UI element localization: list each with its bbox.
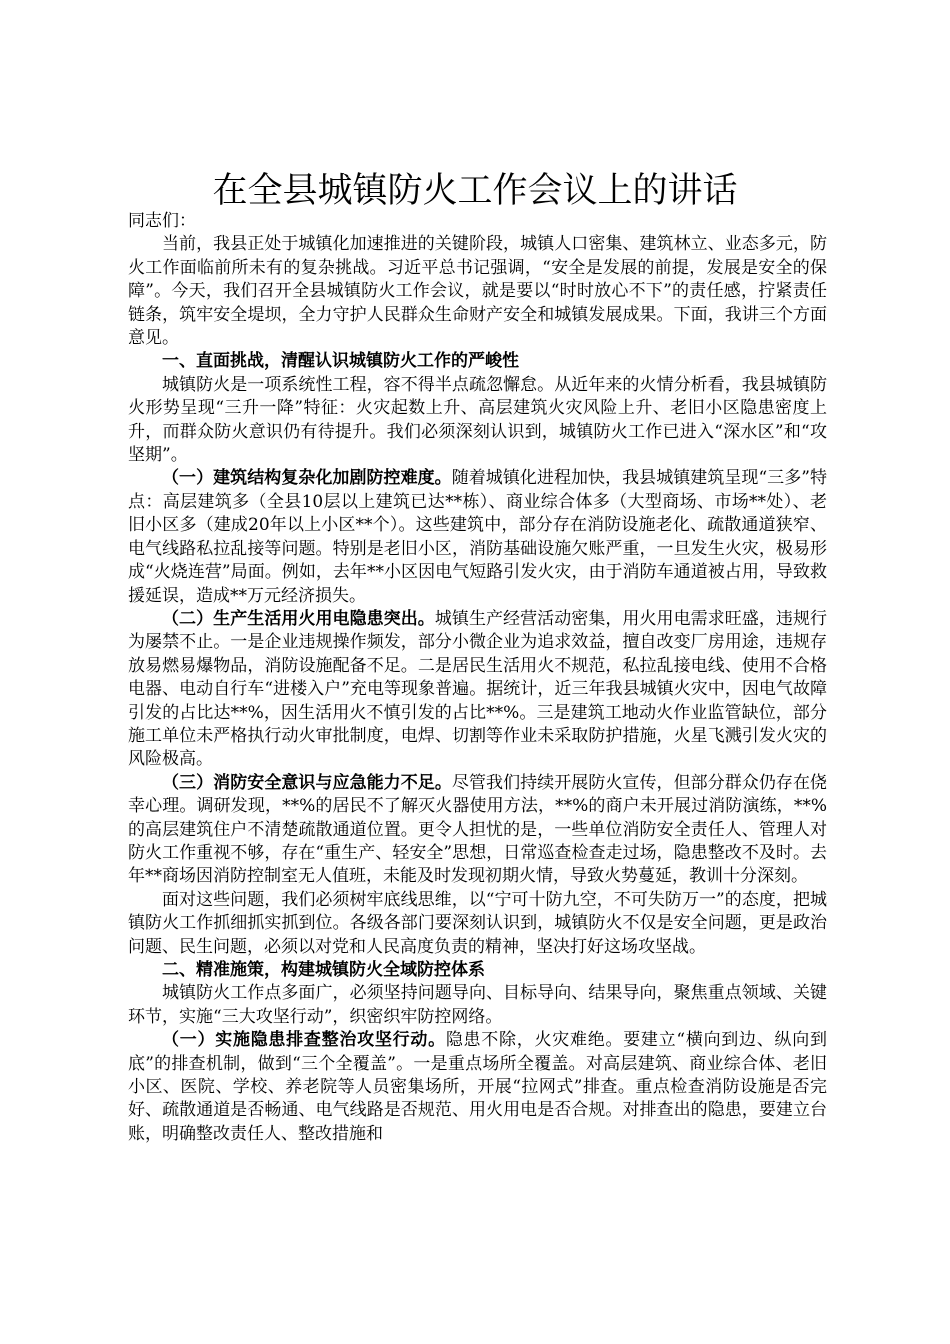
point-text: 城镇生产经营活动密集，用火用电需求旺盛，违规行为屡禁不止。一是企业违规操作频发，部分小微企业为追求效益，擅自改变厂房用途，违规存放易燃易爆物品，消防设施配备不足。二是居民生活用火不规范，私拉乱接电线、使用不合格电器、电动自行车“进楼入户”充电等现象普遍。据统计，近三年我县城镇火灾中，因电气故障引发的占比达**%，因生活用火不慎引发的占比**%。三是建筑工地动火作业监管缺位，部分施工单位未严格执行动火审批制度，电焊、切割等作业未采取防护措施，火星飞溅引发火灾的风险极高。 [128,608,828,770]
salutation: 同志们： [128,211,196,231]
point-text: 随着城镇化进程加快，我县城镇建筑呈现“三多”特点：高层建筑多（全县10层以上建筑已达**栋）、商业综合体多（大型商场、市场**处）、老旧小区多（建成20年以上小区**个）。这些建筑中，部分存在消防设施老化、疏散通道狭窄、电气线路私拉乱接等问题。特别是老旧小区，消防基础设施欠账严重，一旦发生火灾，极易形成“火烧连营”局面。例如，去年**小区因电气短路引发火灾，由于消防车通道被占用，导致救援延误，造成**万元经济损失。 [128,468,827,606]
section-heading-2: 二、精准施策，构建城镇防火全域防控体系 [162,960,485,980]
point-heading: （一）实施隐患排查整治攻坚行动。 [162,1030,446,1051]
point-heading: （三）消防安全意识与应急能力不足。 [162,772,452,793]
point-heading: （二）生产生活用火用电隐患突出。 [162,608,435,629]
section1-point-2 [128,608,827,772]
section1-intro-paragraph: 城镇防火是一项系统性工程，容不得半点疏忽懈怠。从近年来的火情分析看，我县城镇防火形势呈现“三升一降”特征：火灾起数上升、高层建筑火灾风险上升、老旧小区隐患密度上升，而群众防火意识仍有待提升。我们必须深刻认识到，城镇防火工作已进入“深水区”和“攻坚期”。 [128,374,827,466]
section1-point-1 [128,467,827,607]
point-text: 尽管我们持续开展防火宣传，但部分群众仍存在侥幸心理。调研发现，**%的居民不了解灭火器使用方法，**%的商户未开展过消防演练，**%的高层建筑住户不清楚疏散通道位置。更令人担忧的是，一些单位消防安全责任人、管理人对防火工作重视不够，存在“重生产、轻安全”思想，日常巡查检查走过场，隐患整改不及时。去年**商场因消防控制室无人值班，未能及时发现初期火情，导致火势蔓延，教训十分深刻。 [128,772,828,887]
section1-closing-paragraph: 面对这些问题，我们必须树牢底线思维，以“宁可十防九空，不可失防万一”的态度，把城镇防火工作抓细抓实抓到位。各级各部门要深刻认识到，城镇防火不仅是安全问题，更是政治问题、民生问题，必须以对党和人民高度负责的精神，坚决打好这场攻坚战。 [128,889,827,957]
section1-point-3 [128,772,827,889]
intro-paragraph: 当前，我县正处于城镇化加速推进的关键阶段，城镇人口密集、建筑林立、业态多元，防火工作面临前所未有的复杂挑战。习近平总书记强调，“安全是发展的前提，发展是安全的保障”。今天，我们召开全县城镇防火工作会议，就是要以“时时放心不下”的责任感，拧紧责任链条，筑牢安全堤坝，全力守护人民群众生命财产安全和城镇发展成果。下面，我讲三个方面意见。 [128,234,827,349]
page-title: 在全县城镇防火工作会议上的讲话 [212,171,738,211]
section2-intro-paragraph: 城镇防火工作点多面广，必须坚持问题导向、目标导向、结果导向，聚焦重点领域、关键环节，实施“三大攻坚行动”，织密织牢防控网络。 [128,983,827,1027]
section2-point-1 [128,1029,827,1146]
point-heading: （一）建筑结构复杂化加剧防控难度。 [162,468,452,489]
document-body [128,210,827,1146]
section-heading-1: 一、直面挑战，清醒认识城镇防火工作的严峻性 [162,351,519,372]
point-text: 隐患不除，火灾难绝。要建立“横向到边、纵向到底”的排查机制，做到“三个全覆盖”。一是重点场所全覆盖。对高层建筑、商业综合体、老旧小区、医院、学校、养老院等人员密集场所，开展“拉网式”排查。重点检查消防设施是否完好、疏散通道是否畅通、电气线路是否规范、用火用电是否合规。对排查出的隐患，要建立台账，明确整改责任人、整改措施和 [128,1030,827,1144]
